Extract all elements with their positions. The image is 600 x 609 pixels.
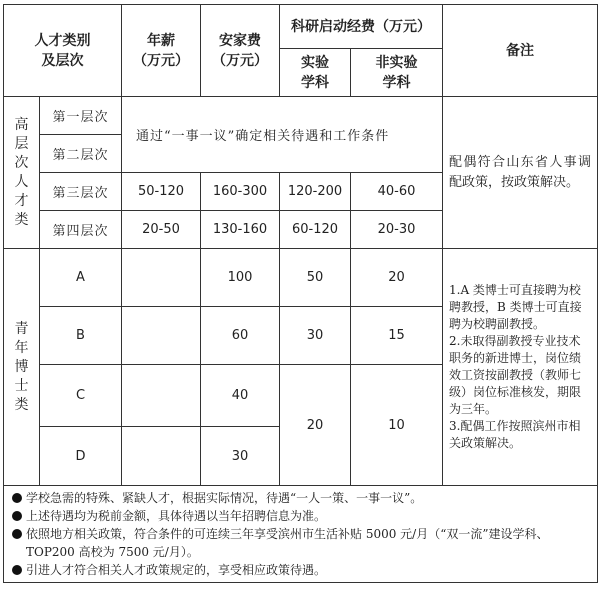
- settle-cell: 60: [201, 307, 280, 365]
- header-settle: 安家费 （万元）: [201, 5, 280, 97]
- note-item: [12, 507, 591, 525]
- notes-cell: [4, 486, 598, 583]
- note-item: [12, 561, 591, 579]
- table-row: [4, 249, 598, 307]
- non-experimental-cell: 15: [351, 307, 443, 365]
- bullet-icon: [12, 529, 22, 539]
- non-experimental-cell: 20-30: [351, 211, 443, 249]
- level-label: A: [40, 249, 122, 307]
- note-text: 引进人才符合相关人才政策规定的，享受相应政策待遇。: [26, 563, 327, 577]
- young-phd-remarks: [443, 249, 598, 486]
- bullet-icon: [12, 565, 22, 575]
- level-label: 第一层次: [40, 97, 122, 135]
- settle-cell: 30: [201, 427, 280, 486]
- experimental-cell: 30: [280, 307, 351, 365]
- bullet-icon: [12, 493, 22, 503]
- header-category: 人才类别 及层次: [4, 5, 122, 97]
- note-text: 上述待遇均为税前金额，具体待遇以当年招聘信息为准。: [26, 509, 327, 523]
- level-label: B: [40, 307, 122, 365]
- experimental-cell: 120-200: [280, 173, 351, 211]
- header-experimental: 实验 学科: [280, 49, 351, 97]
- salary-cell: [122, 365, 201, 427]
- settle-cell: 160-300: [201, 173, 280, 211]
- level-label: 第四层次: [40, 211, 122, 249]
- header-salary: 年薪 （万元）: [122, 5, 201, 97]
- group-high-level: 高层次人才类: [4, 97, 40, 249]
- remark-item: 2.未取得副教授专业技术职务的新进博士，岗位绩效工资按副教授（教师七级）岗位标准核发，期限为三年。: [449, 334, 582, 416]
- salary-cell: [122, 249, 201, 307]
- group-young-phd: 青年博士类: [4, 249, 40, 486]
- notes-row: [4, 486, 598, 583]
- bullet-icon: [12, 511, 22, 521]
- table-row: [4, 97, 598, 135]
- note-item: [12, 489, 591, 507]
- salary-cell: [122, 427, 201, 486]
- remark-item: 3.配偶工作按照滨州市相关政策解决。: [449, 419, 581, 450]
- non-experimental-cell: 10: [351, 365, 443, 486]
- high-level-remark: 配偶符合山东省人事调配政策，按政策解决。: [443, 97, 598, 249]
- note-text: 依照地方相关政策，符合条件的可连续三年享受滨州市生活补贴 5000 元/月（“双一流”建设学科、TOP200 高校为 7500 元/月）。: [26, 527, 549, 559]
- settle-cell: 100: [201, 249, 280, 307]
- salary-cell: 20-50: [122, 211, 201, 249]
- note-item: [12, 525, 591, 561]
- non-experimental-cell: 40-60: [351, 173, 443, 211]
- experimental-cell: 60-120: [280, 211, 351, 249]
- header-non-experimental: 非实验 学科: [351, 49, 443, 97]
- level-label: C: [40, 365, 122, 427]
- header-remarks: 备注: [443, 5, 598, 97]
- remark-item: 1.A 类博士可直接聘为校聘教授，B 类博士可直接聘为校聘副教授。: [449, 283, 582, 331]
- talent-benefits-table: [3, 4, 598, 583]
- settle-cell: 40: [201, 365, 280, 427]
- note-text: 学校急需的特殊、紧缺人才，根据实际情况，待遇“一人一策、一事一议”。: [26, 491, 423, 505]
- one-case-one-discussion-text: 通过“一事一议”确定相关待遇和工作条件: [122, 97, 443, 173]
- level-label: 第二层次: [40, 135, 122, 173]
- level-label: D: [40, 427, 122, 486]
- salary-cell: 50-120: [122, 173, 201, 211]
- talent-benefits-table-wrapper: [3, 4, 598, 583]
- experimental-cell: 20: [280, 365, 351, 486]
- non-experimental-cell: 20: [351, 249, 443, 307]
- experimental-cell: 50: [280, 249, 351, 307]
- level-label: 第三层次: [40, 173, 122, 211]
- settle-cell: 130-160: [201, 211, 280, 249]
- header-research: 科研启动经费（万元）: [280, 5, 443, 49]
- salary-cell: [122, 307, 201, 365]
